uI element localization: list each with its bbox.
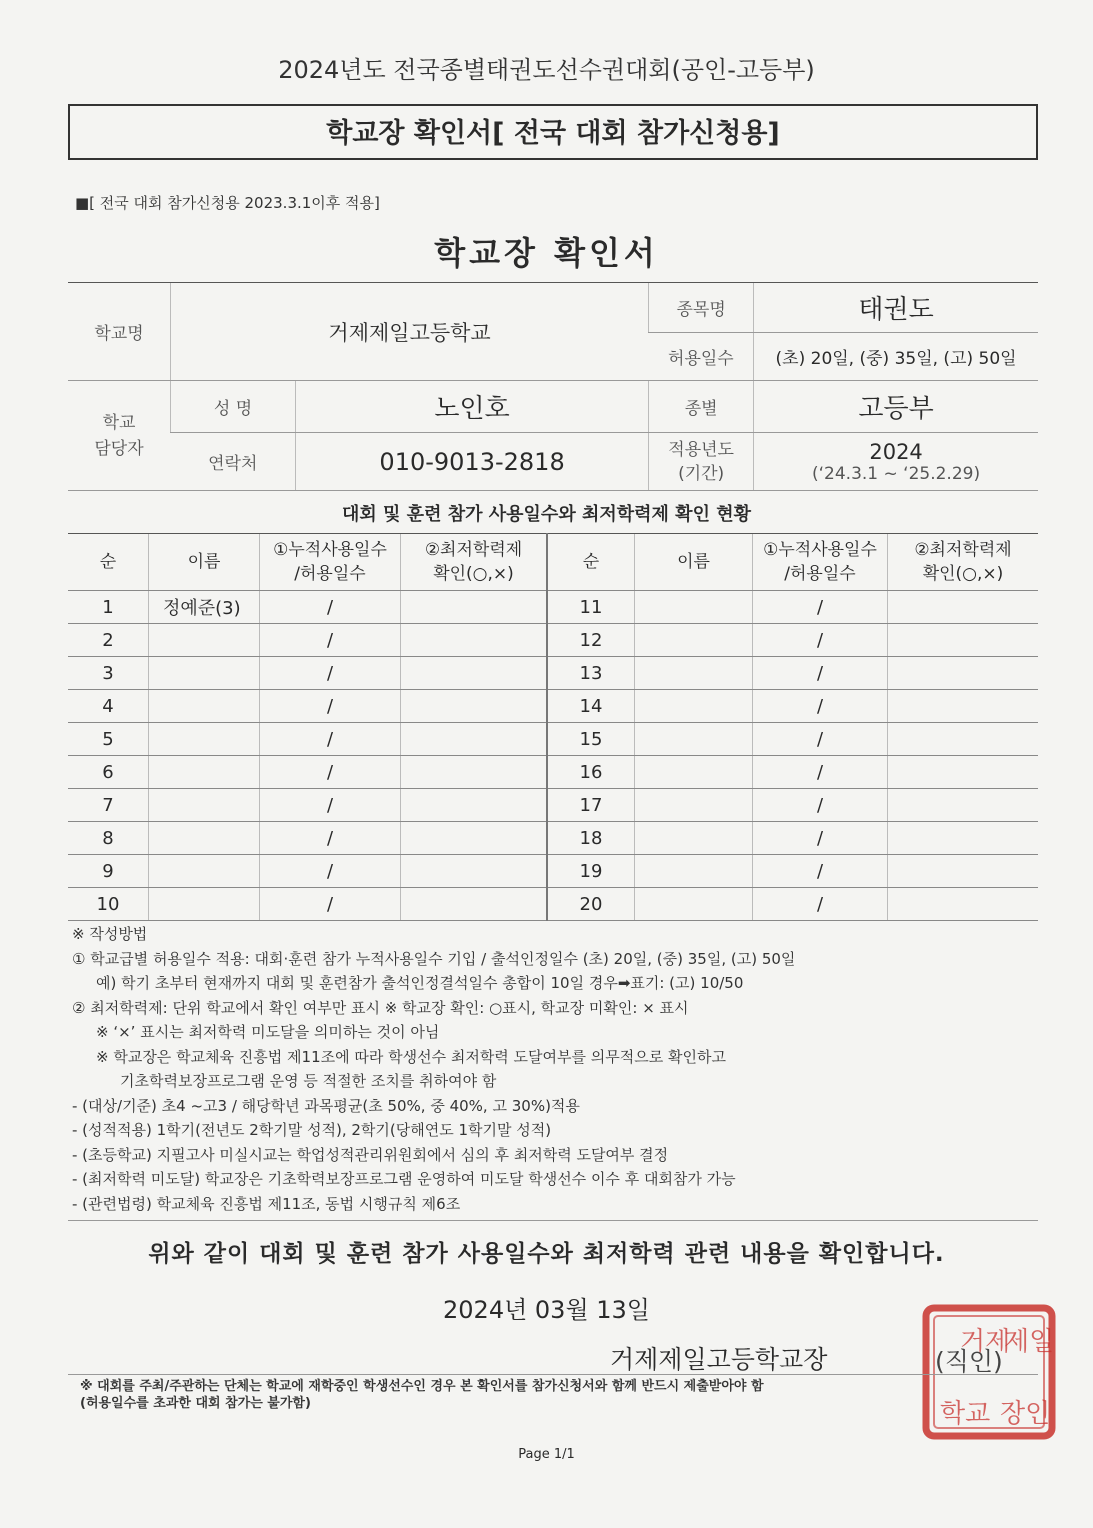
- row-name: [149, 624, 260, 657]
- allowed-days-value: (초) 20일, (중) 35일, (고) 50일: [754, 333, 1038, 381]
- row-name: [149, 657, 260, 690]
- row-days: /: [260, 822, 401, 855]
- row-academic: [888, 888, 1039, 921]
- event-title: 2024년도 전국종별태권도선수권대회(공인-고등부): [278, 56, 815, 84]
- divider: [68, 1374, 1038, 1375]
- row-number: 6: [68, 756, 149, 789]
- row-academic: [401, 888, 548, 921]
- row-academic: [888, 723, 1039, 756]
- method-line: - (최저학력 미도달) 학교장은 기초학력보장프로그램 운영하여 미도달 학생선수 이수 후 대회참가 가능: [72, 1170, 736, 1188]
- row-academic: [888, 822, 1039, 855]
- row-academic: [401, 657, 548, 690]
- document-boxed-title: 학교장 확인서[ 전국 대회 참가신청용]: [68, 104, 1038, 160]
- sport-label: 종목명: [649, 283, 754, 333]
- method-line: - (관련법령) 학교체육 진흥법 제11조, 동법 시행규칙 제6조: [72, 1194, 461, 1213]
- row-days: /: [260, 789, 401, 822]
- row-days: /: [753, 723, 888, 756]
- row-academic: [888, 591, 1039, 624]
- row-number: 2: [68, 624, 149, 657]
- school-label: 학교명: [68, 283, 171, 381]
- page-title: 학교장 확인서: [434, 234, 659, 272]
- row-number: 19: [547, 855, 635, 888]
- method-line: - (대상/기준) 초4 ~고3 / 해당학년 과목평균(초 50%, 중 40%, 고 30%)적용: [72, 1096, 580, 1115]
- table-row: [68, 888, 1038, 921]
- row-days: /: [260, 657, 401, 690]
- header-no: 순: [547, 534, 635, 591]
- row-number: 17: [547, 789, 635, 822]
- row-days: /: [753, 789, 888, 822]
- row-days: /: [753, 822, 888, 855]
- school-info-table: [68, 282, 1038, 491]
- row-name: [635, 723, 753, 756]
- row-number: 9: [68, 855, 149, 888]
- table-row: [68, 657, 1038, 690]
- manager-name-label: 성 명: [171, 381, 296, 433]
- division-label: 종별: [649, 381, 754, 433]
- footnote: ※ 대회를 주최/주관하는 단체는 학교에 재학중인 학생선수인 경우 본 확인서를 참가신청서와 함께 반드시 제출받아야 함 (허용일수를 초과한 대회 참가는 불가함): [80, 1379, 764, 1411]
- svg-text:장인: 장인: [1000, 1399, 1051, 1429]
- row-days: /: [753, 855, 888, 888]
- application-note: ■[ 전국 대회 참가신청용 2023.3.1이후 적용]: [75, 194, 380, 212]
- method-line: - (성적적용) 1학기(전년도 2학기말 성적), 2학기(당해연도 1학기말 성적): [72, 1121, 552, 1139]
- row-number: 10: [68, 888, 149, 921]
- row-name: [149, 822, 260, 855]
- row-days: /: [753, 591, 888, 624]
- method-line: 기초학력보장프로그램 운영 등 적절한 조치를 취하여야 함: [120, 1072, 497, 1090]
- manager-label: 학교 담당자: [68, 381, 171, 491]
- row-academic: [888, 624, 1039, 657]
- division-value: 고등부: [754, 381, 1038, 433]
- row-academic: [401, 690, 548, 723]
- allowed-days-label: 허용일수: [649, 333, 754, 381]
- row-name: [149, 723, 260, 756]
- school-name: 거제제일고등학교: [171, 283, 649, 381]
- row-number: 1: [68, 591, 149, 624]
- row-academic: [401, 591, 548, 624]
- document-date: 2024년 03월 13일: [443, 1296, 650, 1324]
- row-number: 4: [68, 690, 149, 723]
- header-no: 순: [68, 534, 149, 591]
- row-days: /: [753, 756, 888, 789]
- row-name: [635, 855, 753, 888]
- page-number: Page 1/1: [518, 1447, 575, 1462]
- header-academic: ②최저학력제 확인(○,×): [888, 534, 1039, 591]
- row-days: /: [753, 888, 888, 921]
- table-row: [68, 822, 1038, 855]
- row-number: 18: [547, 822, 635, 855]
- status-table-title: 대회 및 훈련 참가 사용일수와 최저학력제 확인 현황: [341, 504, 751, 525]
- row-name: [635, 888, 753, 921]
- row-name: [149, 855, 260, 888]
- header-academic: ②최저학력제 확인(○,×): [401, 534, 548, 591]
- year-label: 적용년도 (기간): [649, 433, 754, 491]
- row-days: /: [260, 723, 401, 756]
- header-days: ①누적사용일수 /허용일수: [260, 534, 401, 591]
- row-name: [635, 657, 753, 690]
- signer-name: 거제제일고등학교장: [610, 1345, 828, 1374]
- row-name: 정예준(3): [149, 591, 260, 624]
- row-number: 7: [68, 789, 149, 822]
- table-row: [68, 723, 1038, 756]
- year-value: 2024: [869, 439, 923, 464]
- row-number: 11: [547, 591, 635, 624]
- svg-text:학교: 학교: [940, 1399, 991, 1429]
- svg-text:제일: 제일: [1004, 1327, 1055, 1357]
- period-value: (‘24.3.1 ~ ‘25.2.29): [812, 463, 981, 484]
- method-title: ※ 작성방법: [72, 925, 148, 943]
- svg-text:거제: 거제: [960, 1327, 1011, 1357]
- row-academic: [888, 657, 1039, 690]
- row-name: [149, 690, 260, 723]
- row-days: /: [260, 591, 401, 624]
- row-days: /: [753, 690, 888, 723]
- seal-label: (직인): [935, 1347, 1003, 1376]
- table-row: [68, 855, 1038, 888]
- method-line: ① 학교급별 허용일수 적용: 대회·훈련 참가 누적사용일수 기입 / 출석인정일수 (초) 20일, (중) 35일, (고) 50일: [72, 949, 796, 968]
- header-name: 이름: [635, 534, 753, 591]
- row-academic: [401, 723, 548, 756]
- method-line: ※ ‘×’ 표시는 최저학력 미도달을 의미하는 것이 아님: [96, 1023, 440, 1041]
- row-academic: [401, 789, 548, 822]
- table-row: [68, 690, 1038, 723]
- row-academic: [401, 756, 548, 789]
- row-days: /: [753, 657, 888, 690]
- row-number: 14: [547, 690, 635, 723]
- method-line: ② 최저학력제: 단위 학교에서 확인 여부만 표시 ※ 학교장 확인: ○표시, 학교장 미확인: × 표시: [72, 998, 689, 1017]
- sport-value: 태권도: [754, 283, 1038, 333]
- contact-value: 010-9013-2818: [296, 433, 649, 491]
- row-days: /: [260, 690, 401, 723]
- row-academic: [888, 690, 1039, 723]
- header-name: 이름: [149, 534, 260, 591]
- row-number: 20: [547, 888, 635, 921]
- participation-table: [68, 533, 1038, 921]
- row-number: 12: [547, 624, 635, 657]
- contact-label: 연락처: [171, 433, 296, 491]
- row-academic: [888, 789, 1039, 822]
- row-number: 16: [547, 756, 635, 789]
- divider: [68, 1220, 1038, 1221]
- row-academic: [401, 624, 548, 657]
- row-number: 3: [68, 657, 149, 690]
- manager-name: 노인호: [296, 381, 649, 433]
- row-days: /: [260, 624, 401, 657]
- row-academic: [888, 855, 1039, 888]
- table-row: [68, 756, 1038, 789]
- row-name: [149, 756, 260, 789]
- row-name: [635, 822, 753, 855]
- year-cell: [754, 433, 1038, 491]
- row-name: [635, 624, 753, 657]
- row-name: [635, 789, 753, 822]
- row-number: 8: [68, 822, 149, 855]
- row-name: [635, 690, 753, 723]
- table-row: [68, 624, 1038, 657]
- row-days: /: [260, 888, 401, 921]
- row-number: 13: [547, 657, 635, 690]
- header-days: ①누적사용일수 /허용일수: [753, 534, 888, 591]
- row-academic: [401, 855, 548, 888]
- row-days: /: [260, 756, 401, 789]
- row-academic: [401, 822, 548, 855]
- row-name: [635, 756, 753, 789]
- row-days: /: [260, 855, 401, 888]
- row-name: [149, 789, 260, 822]
- method-line: - (초등학교) 지필고사 미실시교는 학업성적관리위원회에서 심의 후 최저학력 도달여부 결정: [72, 1145, 669, 1164]
- row-academic: [888, 756, 1039, 789]
- table-row: [68, 789, 1038, 822]
- confirmation-statement: 위와 같이 대회 및 훈련 참가 사용일수와 최저학력 관련 내용을 확인합니다.: [148, 1241, 945, 1267]
- writing-method: [72, 922, 1032, 1216]
- row-name: [149, 888, 260, 921]
- method-line: 예) 학기 초부터 현재까지 대회 및 훈련참가 출석인정결석일수 총합이 10일 경우➡표기: (고) 10/50: [96, 974, 744, 992]
- row-number: 15: [547, 723, 635, 756]
- method-line: ※ 학교장은 학교체육 진흥법 제11조에 따라 학생선수 최저학력 도달여부를 의무적으로 확인하고: [96, 1047, 726, 1066]
- row-name: [635, 591, 753, 624]
- row-number: 5: [68, 723, 149, 756]
- table-row: [68, 591, 1038, 624]
- row-days: /: [753, 624, 888, 657]
